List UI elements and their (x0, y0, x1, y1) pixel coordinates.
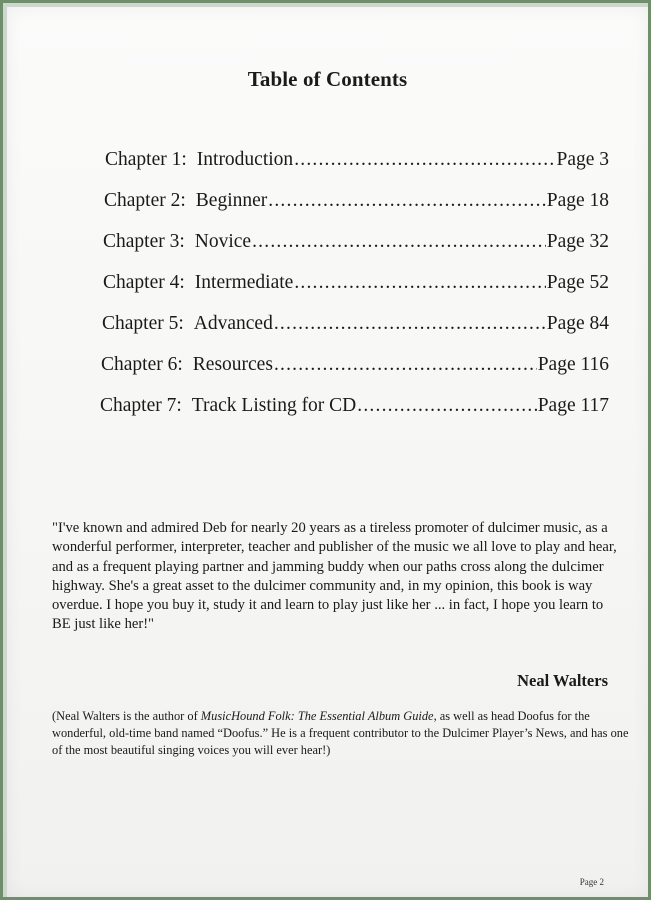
toc-entry (102, 313, 609, 339)
toc-chapter-title: Intermediate (194, 272, 294, 293)
toc-page-number: Page 3 (556, 149, 609, 170)
toc-leader-dots (274, 313, 546, 335)
toc-chapter-number: Chapter 7: (100, 395, 182, 416)
toc-chapter-title: Track Listing for CD (191, 395, 357, 416)
toc-chapter-number: Chapter 1: (105, 149, 187, 170)
page-title: Table of Contents (247, 67, 408, 91)
toc-leader-dots (294, 149, 555, 171)
document-page (7, 7, 648, 897)
toc-chapter-title: Beginner (195, 190, 268, 211)
toc-entry (105, 149, 609, 175)
toc-entry (104, 190, 609, 216)
toc-chapter-number: Chapter 3: (103, 231, 185, 252)
toc-chapter-number: Chapter 6: (101, 354, 183, 375)
toc-chapter-number: Chapter 4: (103, 272, 185, 293)
toc-leader-dots (294, 272, 545, 294)
toc-entry (103, 272, 609, 298)
toc-page-number: Page 117 (537, 395, 609, 416)
bio-book-title: MusicHound Folk: The Essential Album Guide (200, 709, 434, 723)
toc-leader-dots (357, 395, 536, 417)
toc-page-number: Page 84 (546, 313, 609, 334)
toc-entry (101, 354, 609, 380)
toc-entry (103, 231, 609, 257)
author-bio (52, 708, 632, 759)
toc-leader-dots (252, 231, 546, 253)
toc-chapter-title: Advanced (193, 313, 273, 334)
bio-text-before: (Neal Walters is the author of (52, 709, 201, 723)
toc-entry (100, 395, 609, 421)
endorsement-quote: "I've known and admired Deb for nearly 20 years as a tireless promoter of dulcimer music, as a wonderful performer, interpreter, teacher and publisher of the music we all love to play and hear, and as a frequent playing partner and jamming buddy when our paths cross along the dulcimer highway. She's a great asset to the dulcimer community and, in my opinion, this book is way overdue. I hope you buy it, study it and learn to play just like her ... in fact, I hope you learn to BE just like her!" (52, 520, 617, 633)
toc-chapter-number: Chapter 5: (102, 313, 184, 334)
quote-author: Neal Walters (517, 671, 608, 690)
toc-chapter-number: Chapter 2: (104, 190, 186, 211)
toc-chapter-title: Resources (192, 354, 273, 375)
toc-page-number: Page 32 (546, 231, 609, 252)
toc-leader-dots (268, 190, 545, 212)
toc-leader-dots (274, 354, 537, 376)
toc-page-number: Page 52 (546, 272, 609, 293)
toc-chapter-title: Introduction (196, 149, 294, 170)
bio-text-after: , as well as head Doofus for the wonderful, old-time band named “Doofus.” He is a frequent contributor to the Dulcimer Player’s News, and has one of the most beautiful singing voices you will ever hear!) (52, 709, 629, 757)
toc-page-number: Page 18 (546, 190, 609, 211)
toc-page-number: Page 116 (537, 354, 609, 375)
toc-chapter-title: Novice (194, 231, 252, 252)
page-number: Page 2 (579, 877, 604, 887)
